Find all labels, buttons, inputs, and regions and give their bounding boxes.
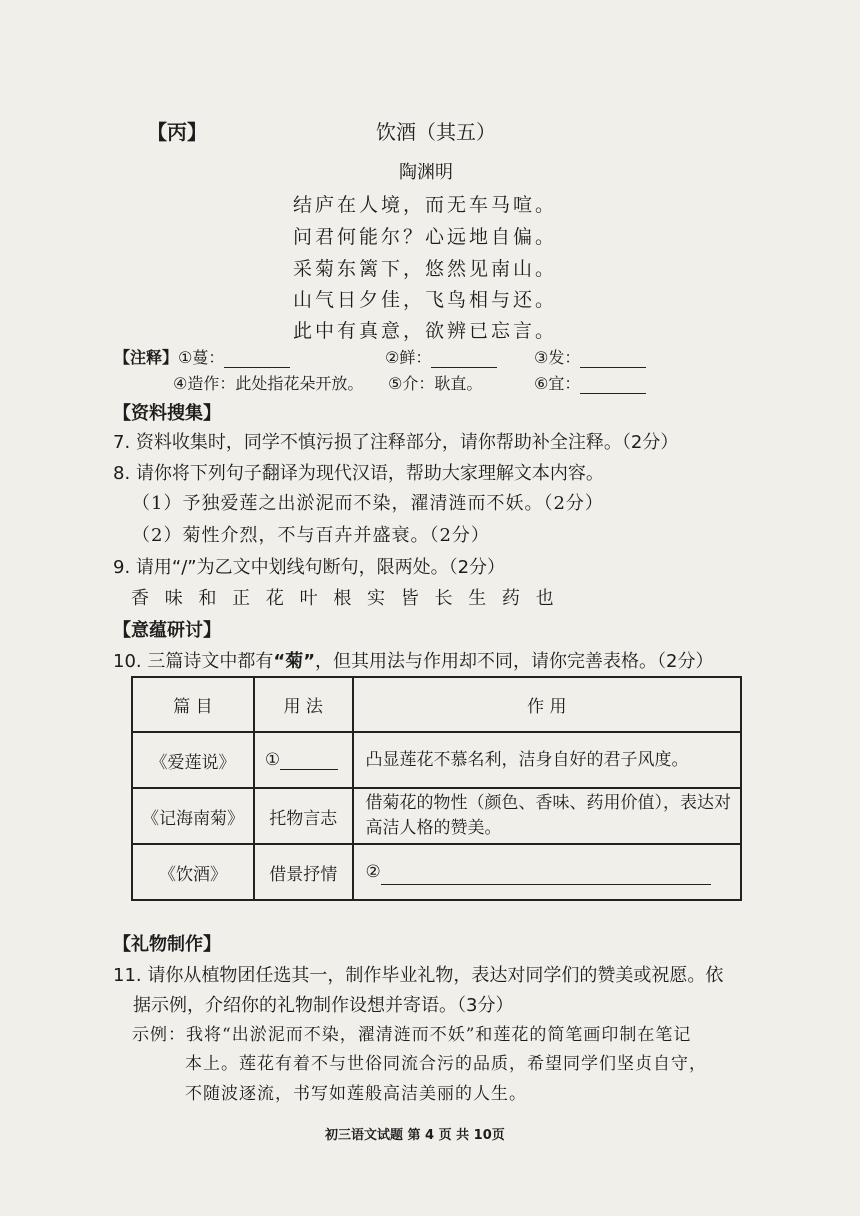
- header-title: 篇 目: [132, 677, 254, 732]
- header-usage: 用 法: [254, 677, 353, 732]
- cell-title: 《爱莲说》: [132, 732, 254, 788]
- cell-effect: [353, 844, 741, 900]
- poem-author: 陶渊明: [399, 162, 453, 183]
- page-footer: 初三语文试题 第 4 页 共 10页: [325, 1128, 505, 1143]
- cell-title: 《饮酒》: [132, 844, 254, 900]
- table-header-row: [132, 677, 741, 732]
- cell-usage: 托物言志: [254, 788, 353, 844]
- poem-line: 问君何能尔？心远地自偏。: [293, 226, 558, 248]
- comparison-table: [131, 676, 742, 901]
- question-8-1: （1）予独爱莲之出淤泥而不染，濯清涟而不妖。（2分）: [132, 493, 604, 514]
- question-9-text: 香 味 和 正 花 叶 根 实 皆 长 生 药 也: [131, 588, 559, 609]
- cell-usage: [254, 732, 353, 788]
- notes-row-1: [114, 345, 290, 368]
- note-3-wrap: [534, 345, 646, 368]
- poem-title: 饮酒（其五）: [376, 120, 496, 144]
- note-4: ④造作：此处指花朵开放。: [173, 374, 364, 393]
- cell-effect: 凸显莲花不慕名利，洁身自好的君子风度。: [353, 732, 741, 788]
- note-2-blank: [431, 349, 497, 368]
- table-row: [132, 844, 741, 900]
- question-8: 8. 请你将下列句子翻译为现代汉语，帮助大家理解文本内容。: [113, 463, 604, 484]
- table-row: [132, 732, 741, 788]
- section-gift: 【礼物制作】: [113, 934, 221, 955]
- poem-line: 采菊东篱下，悠然见南山。: [293, 258, 558, 280]
- note-1-blank: [224, 349, 290, 368]
- question-11-line-2: 据示例，介绍你的礼物制作设想并寄语。（3分）: [133, 995, 514, 1016]
- question-11-line-1: 11. 请你从植物团任选其一，制作毕业礼物，表达对同学们的赞美或祝愿。依: [113, 965, 724, 986]
- section-collect: 【资料搜集】: [113, 403, 221, 424]
- cell-effect: 借菊花的物性（颜色、香味、药用价值），表达对高洁人格的赞美。: [353, 788, 741, 844]
- note-6-wrap: [534, 371, 646, 394]
- note-3: ③发：: [534, 348, 581, 367]
- usage-blank: [280, 753, 338, 770]
- note-2-wrap: [385, 345, 497, 368]
- example-line-1: 示例：我将“出淤泥而不染，濯清涟而不妖”和莲花的简笔画印制在笔记: [132, 1025, 692, 1045]
- question-10-part-b: ，但其用法与作用却不同，请你完善表格。（2分）: [315, 651, 714, 672]
- question-10: [113, 647, 713, 673]
- note-6-blank: [580, 375, 646, 394]
- cell-usage: 借景抒情: [254, 844, 353, 900]
- effect-blank: [381, 868, 711, 885]
- section-label-bing: 【丙】: [147, 120, 207, 144]
- note-6: ⑥宜：: [534, 374, 581, 393]
- poem-line: 结庐在人境，而无车马喧。: [293, 194, 558, 216]
- note-1: ①蔓：: [178, 348, 225, 367]
- effect-marker: ②: [365, 861, 381, 882]
- note-5: ⑤介：耿直。: [388, 374, 483, 393]
- note-2: ②鲜：: [385, 348, 432, 367]
- section-meaning: 【意蕴研讨】: [113, 620, 221, 641]
- question-9: 9. 请用“/”为乙文中划线句断句，限两处。（2分）: [113, 557, 506, 578]
- question-8-2: （2）菊性介烈，不与百卉并盛衰。（2分）: [132, 525, 490, 546]
- cell-title: 《记海南菊》: [132, 788, 254, 844]
- header-effect: 作 用: [353, 677, 741, 732]
- example-line-2: 本上。莲花有着不与世俗同流合污的品质，希望同学们坚贞自守，: [185, 1054, 707, 1074]
- question-10-part-a: 10. 三篇诗文中都有: [113, 651, 274, 672]
- poem-line: 此中有真意，欲辨已忘言。: [293, 320, 558, 342]
- note-3-blank: [580, 349, 646, 368]
- example-line-3: 不随波逐流，书写如莲般高洁美丽的人生。: [185, 1084, 527, 1104]
- question-10-keyword: “菊”: [273, 651, 316, 672]
- question-7: 7. 资料收集时，同学不慎污损了注释部分，请你帮助补全注释。（2分）: [113, 432, 679, 453]
- poem-line: 山气日夕佳，飞鸟相与还。: [293, 289, 558, 311]
- table-row: [132, 788, 741, 844]
- notes-label: 【注释】: [114, 348, 179, 367]
- usage-marker: ①: [264, 750, 281, 770]
